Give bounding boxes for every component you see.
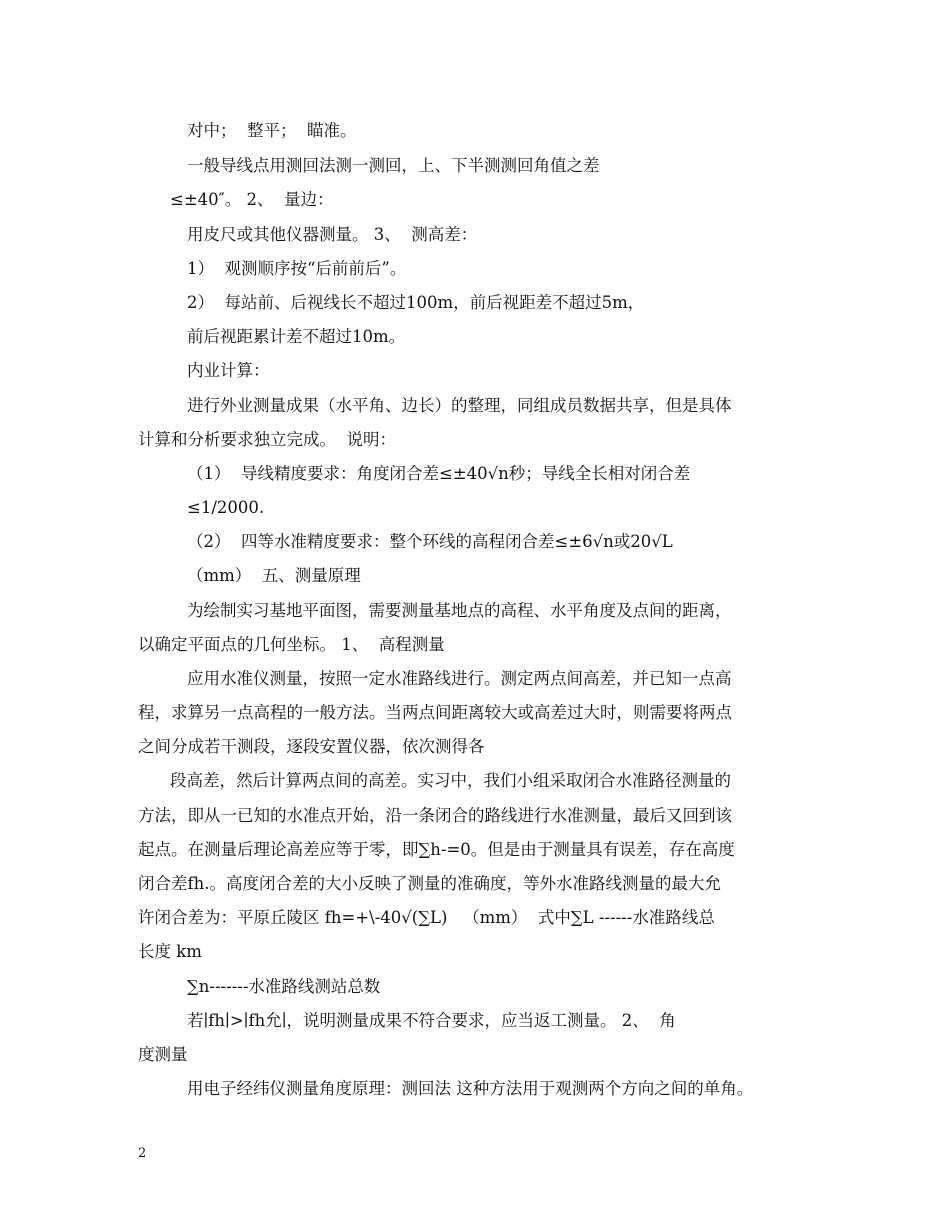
text-line: （2） 四等水准精度要求：整个环线的高程闭合差≤±6√n或20√L (187, 532, 673, 551)
text-line: 以确定平面点的几何坐标。 1、 高程测量 (138, 635, 445, 654)
text-line: 度测量 (138, 1045, 188, 1064)
text-line: 内业计算： (187, 361, 270, 380)
text-line: 计算和分析要求独立完成。 说明： (138, 430, 396, 449)
text-line: 方法，即从一已知的水准点开始，沿一条闭合的路线进行水准测量，最后又回到该 (138, 806, 732, 825)
text-line: 程，求算另一点高程的一般方法。当两点间距离较大或高差过大时，则需要将两点 (138, 703, 732, 722)
text-line: 为绘制实习基地平面图，需要测量基地点的高程、水平角度及点间的距离， (187, 601, 732, 620)
text-line: 起点。在测量后理论高差应等于零，即∑h-=0。但是由于测量具有误差，存在高度 (138, 840, 735, 859)
text-line: 若∣fh∣>∣fh允∣，说明测量成果不符合要求，应当返工测量。 2、 角 (187, 1011, 676, 1030)
text-line: 2） 每站前、后视线长不超过100m，前后视距差不超过5m， (187, 293, 645, 312)
text-line: 1） 观测顺序按“后前前后”。 (187, 259, 407, 278)
page-number: 2 (138, 1146, 147, 1161)
text-line: 对中； 整平； 瞄准。 (187, 121, 357, 140)
text-line: （1） 导线精度要求：角度闭合差≤±40√n秒；导线全长相对闭合差 (187, 464, 691, 483)
text-line: （mm） 五、测量原理 (187, 566, 361, 585)
text-line: 进行外业测量成果（水平角、边长）的整理，同组成员数据共享，但是具体 (187, 396, 732, 415)
text-line: 许闭合差为：平原丘陵区 fh=+\-40√(∑L) （mm） 式中∑L ------水准路线总 (138, 908, 715, 927)
text-line: ≤±40″。 2、 量边： (170, 190, 334, 209)
text-line: 前后视距累计差不超过10m。 (187, 327, 406, 346)
text-line: ≤1/2000. (187, 498, 265, 517)
text-line: 闭合差fh.。高度闭合差的大小反映了测量的准确度，等外水准路线测量的最大允 (138, 874, 721, 893)
text-line: 用电子经纬仪测量角度原理：测回法 这种方法用于观测两个方向之间的单角。 (187, 1079, 754, 1098)
text-line: 一般导线点用测回法测一测回，上、下半测测回角值之差 (187, 156, 600, 175)
text-line: 用皮尺或其他仪器测量。 3、 测高差： (187, 225, 478, 244)
text-line: 长度 km (138, 942, 202, 961)
text-line: 应用水准仪测量，按照一定水准路线进行。测定两点间高差，并已知一点高 (187, 669, 732, 688)
text-line: ∑n-------水准路线测站总数 (187, 977, 381, 996)
text-line: 段高差，然后计算两点间的高差。实习中，我们小组采取闭合水准路径测量的 (170, 771, 731, 790)
text-line: 之间分成若干测段，逐段安置仪器，依次测得各 (138, 737, 485, 756)
